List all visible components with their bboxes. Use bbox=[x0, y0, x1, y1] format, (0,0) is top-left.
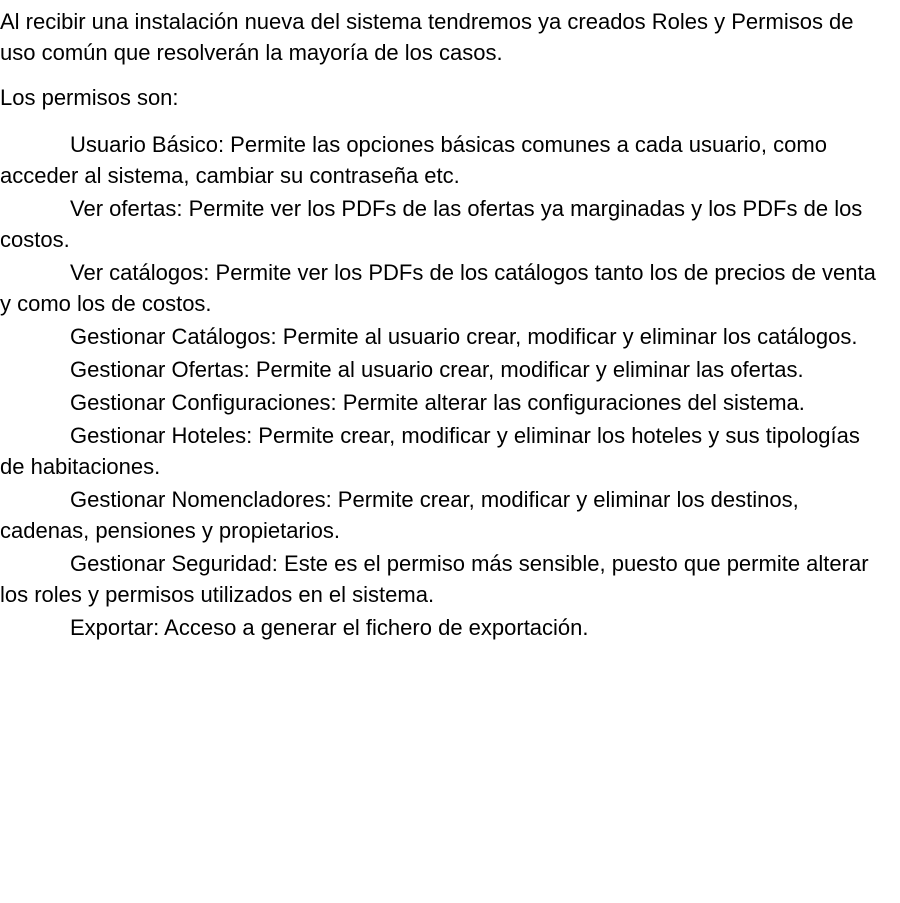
permission-ver-catalogos: Ver catálogos: Permite ver los PDFs de los catálogos tanto los de precios de venta y como los de costos. bbox=[0, 260, 876, 316]
intro-paragraph: Al recibir una instalación nueva del sistema tendremos ya creados Roles y Permisos de uso común que resolverán la mayoría de los casos. bbox=[0, 9, 854, 65]
permission-gestionar-configuraciones: Gestionar Configuraciones: Permite alterar las configuraciones del sistema. bbox=[70, 390, 805, 415]
permission-gestionar-catalogos: Gestionar Catálogos: Permite al usuario crear, modificar y eliminar los catálogos. bbox=[70, 324, 858, 349]
permission-usuario-basico: Usuario Básico: Permite las opciones básicas comunes a cada usuario, como acceder al sistema, cambiar su contraseña etc. bbox=[0, 132, 827, 188]
permission-gestionar-seguridad: Gestionar Seguridad: Este es el permiso más sensible, puesto que permite alterar los roles y permisos utilizados en el sistema. bbox=[0, 551, 869, 607]
permission-gestionar-ofertas: Gestionar Ofertas: Permite al usuario crear, modificar y eliminar las ofertas. bbox=[70, 357, 804, 382]
permission-ver-ofertas: Ver ofertas: Permite ver los PDFs de las ofertas ya marginadas y los PDFs de los costos. bbox=[0, 196, 863, 252]
permissions-heading: Los permisos son: bbox=[0, 85, 179, 110]
permission-gestionar-hoteles: Gestionar Hoteles: Permite crear, modificar y eliminar los hoteles y sus tipologías de habitaciones. bbox=[0, 423, 860, 479]
permission-gestionar-nomencladores: Gestionar Nomencladores: Permite crear, modificar y eliminar los destinos, cadenas, pensiones y propietarios. bbox=[0, 487, 799, 543]
permissions-list bbox=[0, 129, 888, 643]
permission-exportar: Exportar: Acceso a generar el fichero de exportación. bbox=[70, 615, 589, 640]
